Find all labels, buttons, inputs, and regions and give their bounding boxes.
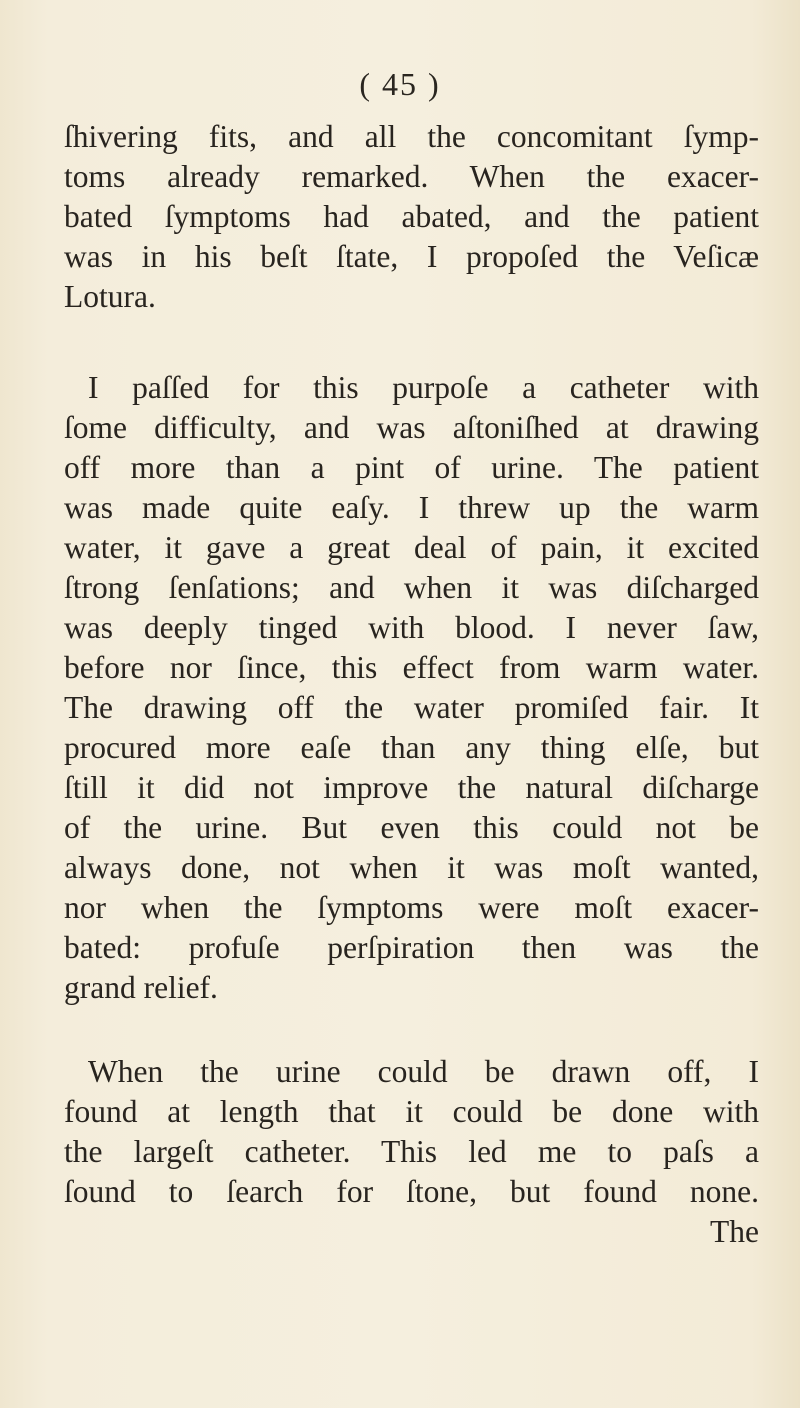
text-line: ſhivering fits, and all the concomitant ſymp- xyxy=(64,119,759,154)
paragraph-3 xyxy=(64,1052,759,1252)
text-line: procured more eaſe than any thing elſe, but xyxy=(64,730,759,765)
text-line: ſtrong ſenſations; and when it was diſcharged xyxy=(64,570,759,605)
text-line: nor when the ſymptoms were moſt exacer- xyxy=(64,890,759,925)
text-line: Lotura. xyxy=(64,279,156,314)
text-line: ſound to ſearch for ſtone, but found none. xyxy=(64,1174,759,1209)
text-line: ſome difficulty, and was aſtoniſhed at drawing xyxy=(64,410,759,445)
paragraph-2 xyxy=(64,368,759,1008)
text-line: was in his beſt ſtate, I propoſed the Veſicæ xyxy=(64,239,759,274)
page-number: ( 45 ) xyxy=(359,66,441,102)
catchword: The xyxy=(710,1214,759,1249)
paragraph-1 xyxy=(64,117,759,317)
text-line: before nor ſince, this effect from warm water. xyxy=(64,650,759,685)
text-line: off more than a pint of urine. The patient xyxy=(64,450,759,485)
text-line: ſtill it did not improve the natural diſcharge xyxy=(64,770,759,805)
text-line: The drawing off the water promiſed fair. It xyxy=(64,690,759,725)
text-line: bated: profuſe perſpiration then was the xyxy=(64,930,759,965)
text-line: always done, not when it was moſt wanted, xyxy=(64,850,759,885)
text-line: found at length that it could be done with xyxy=(64,1094,759,1129)
text-line: grand relief. xyxy=(64,970,218,1005)
text-line: was deeply tinged with blood. I never ſaw, xyxy=(64,610,759,645)
text-line: bated ſymptoms had abated, and the patient xyxy=(64,199,759,234)
text-line: was made quite eaſy. I threw up the warm xyxy=(64,490,759,525)
text-line: toms already remarked. When the exacer- xyxy=(64,159,759,194)
text-line: When the urine could be drawn off, I xyxy=(88,1054,759,1089)
text-line: the largeſt catheter. This led me to paſs a xyxy=(64,1134,759,1169)
text-line: water, it gave a great deal of pain, it excited xyxy=(64,530,759,565)
text-line: I paſſed for this purpoſe a catheter with xyxy=(88,370,759,405)
text-line: of the urine. But even this could not be xyxy=(64,810,759,845)
